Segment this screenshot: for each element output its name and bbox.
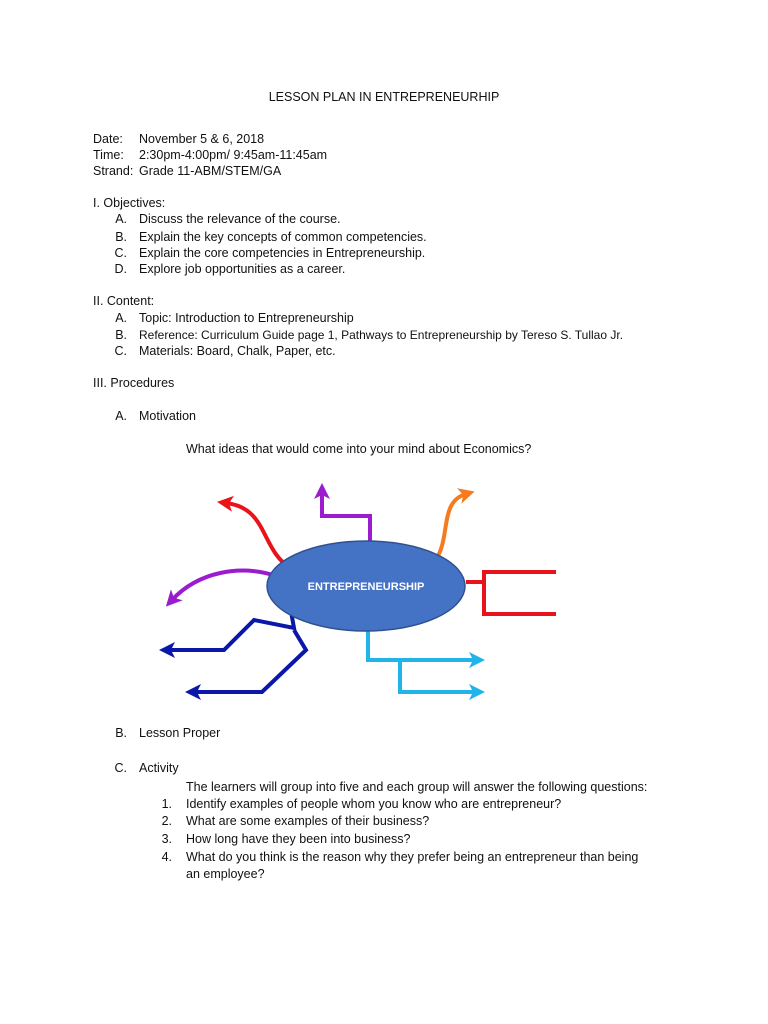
- question-marker: 3.: [161, 832, 172, 846]
- center-label: ENTREPRENEURSHIP: [307, 581, 425, 593]
- content-marker: C.: [114, 344, 127, 358]
- navy-lower-arrow: [194, 630, 306, 692]
- content-marker: A.: [115, 311, 127, 325]
- objective-text: Explain the key concepts of common competencies.: [139, 230, 427, 244]
- date-label: Date:: [93, 132, 123, 146]
- date-value: November 5 & 6, 2018: [139, 132, 265, 146]
- orange-curved-arrow: [434, 494, 466, 562]
- question-text: How long have they been into business?: [186, 832, 411, 846]
- question-text-continuation: an employee?: [186, 867, 265, 881]
- lesson-proper-label: Lesson Proper: [139, 726, 221, 740]
- cyan-lower-arrow: [400, 660, 476, 692]
- red-bracket: [466, 572, 556, 614]
- question-marker: 2.: [161, 814, 172, 828]
- objective-text: Explore job opportunities as a career.: [139, 262, 346, 276]
- motivation-question: What ideas that would come into your mind about Economics?: [186, 442, 532, 456]
- objective-marker: D.: [114, 262, 127, 276]
- content-marker: B.: [115, 328, 127, 342]
- content-text: Reference: Curriculum Guide page 1, Pathways to Entrepreneurship by Tereso S. Tullao Jr.: [139, 328, 624, 342]
- purple-curved-arrow: [172, 571, 276, 600]
- content-text: Materials: Board, Chalk, Paper, etc.: [139, 344, 336, 358]
- objective-text: Discuss the relevance of the course.: [139, 212, 341, 226]
- content-text: Topic: Introduction to Entrepreneurship: [139, 311, 354, 325]
- objective-marker: B.: [115, 230, 127, 244]
- strand-label: Strand:: [93, 164, 134, 178]
- motivation-label: Motivation: [139, 409, 196, 423]
- lesson-proper-marker: B.: [115, 726, 127, 740]
- objective-marker: A.: [115, 212, 127, 226]
- content-heading: II. Content:: [93, 294, 155, 308]
- question-text: What are some examples of their business?: [186, 814, 430, 828]
- time-label: Time:: [93, 148, 124, 162]
- navy-upper-arrow: [168, 606, 294, 650]
- page-title: LESSON PLAN IN ENTREPRENEURHIP: [268, 90, 500, 104]
- time-value: 2:30pm-4:00pm/ 9:45am-11:45am: [139, 148, 328, 162]
- question-text: Identify examples of people whom you know who are entrepreneur?: [186, 797, 562, 811]
- question-marker: 4.: [161, 850, 172, 864]
- objectives-heading: I. Objectives:: [93, 196, 166, 210]
- objective-marker: C.: [114, 246, 127, 260]
- red-curved-arrow: [226, 503, 290, 568]
- objective-text: Explain the core competencies in Entrepreneurship.: [139, 246, 426, 260]
- activity-marker: C.: [114, 761, 127, 775]
- procedures-heading: III. Procedures: [93, 376, 175, 390]
- question-marker: 1.: [161, 797, 172, 811]
- activity-label: Activity: [139, 761, 179, 775]
- strand-value: Grade 11-ABM/STEM/GA: [139, 164, 282, 178]
- activity-intro: The learners will group into five and each group will answer the following questions:: [186, 780, 648, 794]
- question-text: What do you think is the reason why they prefer being an entrepreneur than being: [186, 850, 639, 864]
- motivation-marker: A.: [115, 409, 127, 423]
